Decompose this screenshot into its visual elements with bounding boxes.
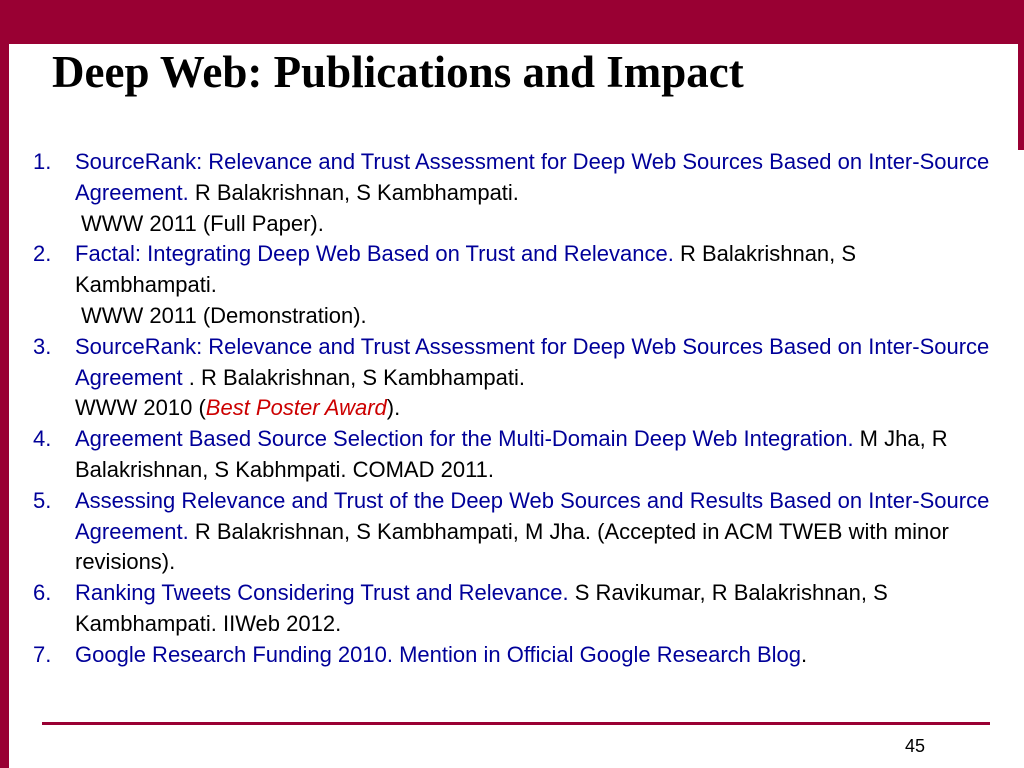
award-label: Best Poster Award: [205, 395, 387, 421]
publication-authors: R Balakrishnan, S Kambhampati.: [75, 241, 857, 298]
item-number: 2.: [33, 241, 52, 267]
publication-item-5: [33, 486, 993, 578]
publication-authors: S Ravikumar, R Balakrishnan, S Kambhampati. IIWeb 2012.: [75, 580, 888, 636]
publication-text: [75, 424, 993, 486]
publication-authors: R Balakrishnan, S Kambhampati, M Jha. (Accepted in ACM TWEB with minor revisions).: [75, 518, 949, 575]
publication-text: [75, 147, 993, 239]
item-number: 6.: [33, 580, 52, 606]
publication-authors: M Jha, R Balakrishnan, S Kabhmpati. COMAD 2011.: [75, 426, 948, 482]
item-number: 3.: [33, 333, 52, 359]
publication-authors: R Balakrishnan, S Kambhampati.: [188, 179, 519, 205]
publication-text: [75, 332, 993, 424]
item-number: 4.: [33, 426, 52, 452]
publication-item-4: [33, 424, 993, 486]
publication-item-3: [33, 332, 993, 424]
slide-title: Deep Web: Publications and Impact: [52, 47, 744, 97]
publication-text: [75, 239, 993, 331]
publication-venue: [75, 393, 993, 424]
publication-text: [75, 486, 993, 578]
publication-title: Google Research Funding 2010. Mention in Official Google Research Blog: [75, 641, 802, 667]
publication-title: SourceRank: Relevance and Trust Assessment for Deep Web Sources Based on Inter-Source Agreement: [75, 333, 990, 390]
header-bar: [0, 0, 1024, 44]
item-number: 1.: [33, 149, 52, 174]
left-border: [0, 0, 9, 768]
publication-title: Agreement Based Source Selection for the Multi-Domain Deep Web Integration.: [75, 426, 854, 452]
item-number: 7.: [33, 641, 52, 667]
publication-venue: WWW 2011 (Full Paper).: [81, 210, 324, 236]
publication-item-6: [33, 578, 993, 640]
publication-item-1: [33, 147, 993, 239]
publication-authors: .: [801, 641, 808, 667]
right-border: [1018, 0, 1024, 150]
publication-title: Assessing Relevance and Trust of the Deep Web Sources and Results Based on Inter-Source Agreement.: [75, 487, 990, 544]
publication-venue: WWW 2011 (Demonstration).: [81, 302, 367, 328]
venue-prefix: WWW 2010 (: [75, 395, 206, 421]
title-period: .: [667, 241, 674, 267]
publication-text: [75, 578, 993, 640]
publication-title: SourceRank: Relevance and Trust Assessment for Deep Web Sources Based on Inter-Source Agreement: [75, 149, 990, 205]
publication-authors: . R Balakrishnan, S Kambhampati.: [182, 364, 526, 390]
page-number: 45: [905, 736, 926, 756]
venue-suffix: ).: [386, 395, 401, 421]
title-period: .: [182, 179, 189, 205]
item-number: 5.: [33, 487, 52, 513]
publication-item-7: [33, 640, 993, 671]
footer-divider: [42, 722, 990, 725]
publication-item-2: [33, 239, 993, 331]
publication-list: [33, 147, 993, 671]
publication-title: Factal: Integrating Deep Web Based on Trust and Relevance: [75, 241, 668, 267]
publication-title: Ranking Tweets Considering Trust and Relevance.: [75, 580, 569, 606]
publication-text: [75, 640, 993, 671]
